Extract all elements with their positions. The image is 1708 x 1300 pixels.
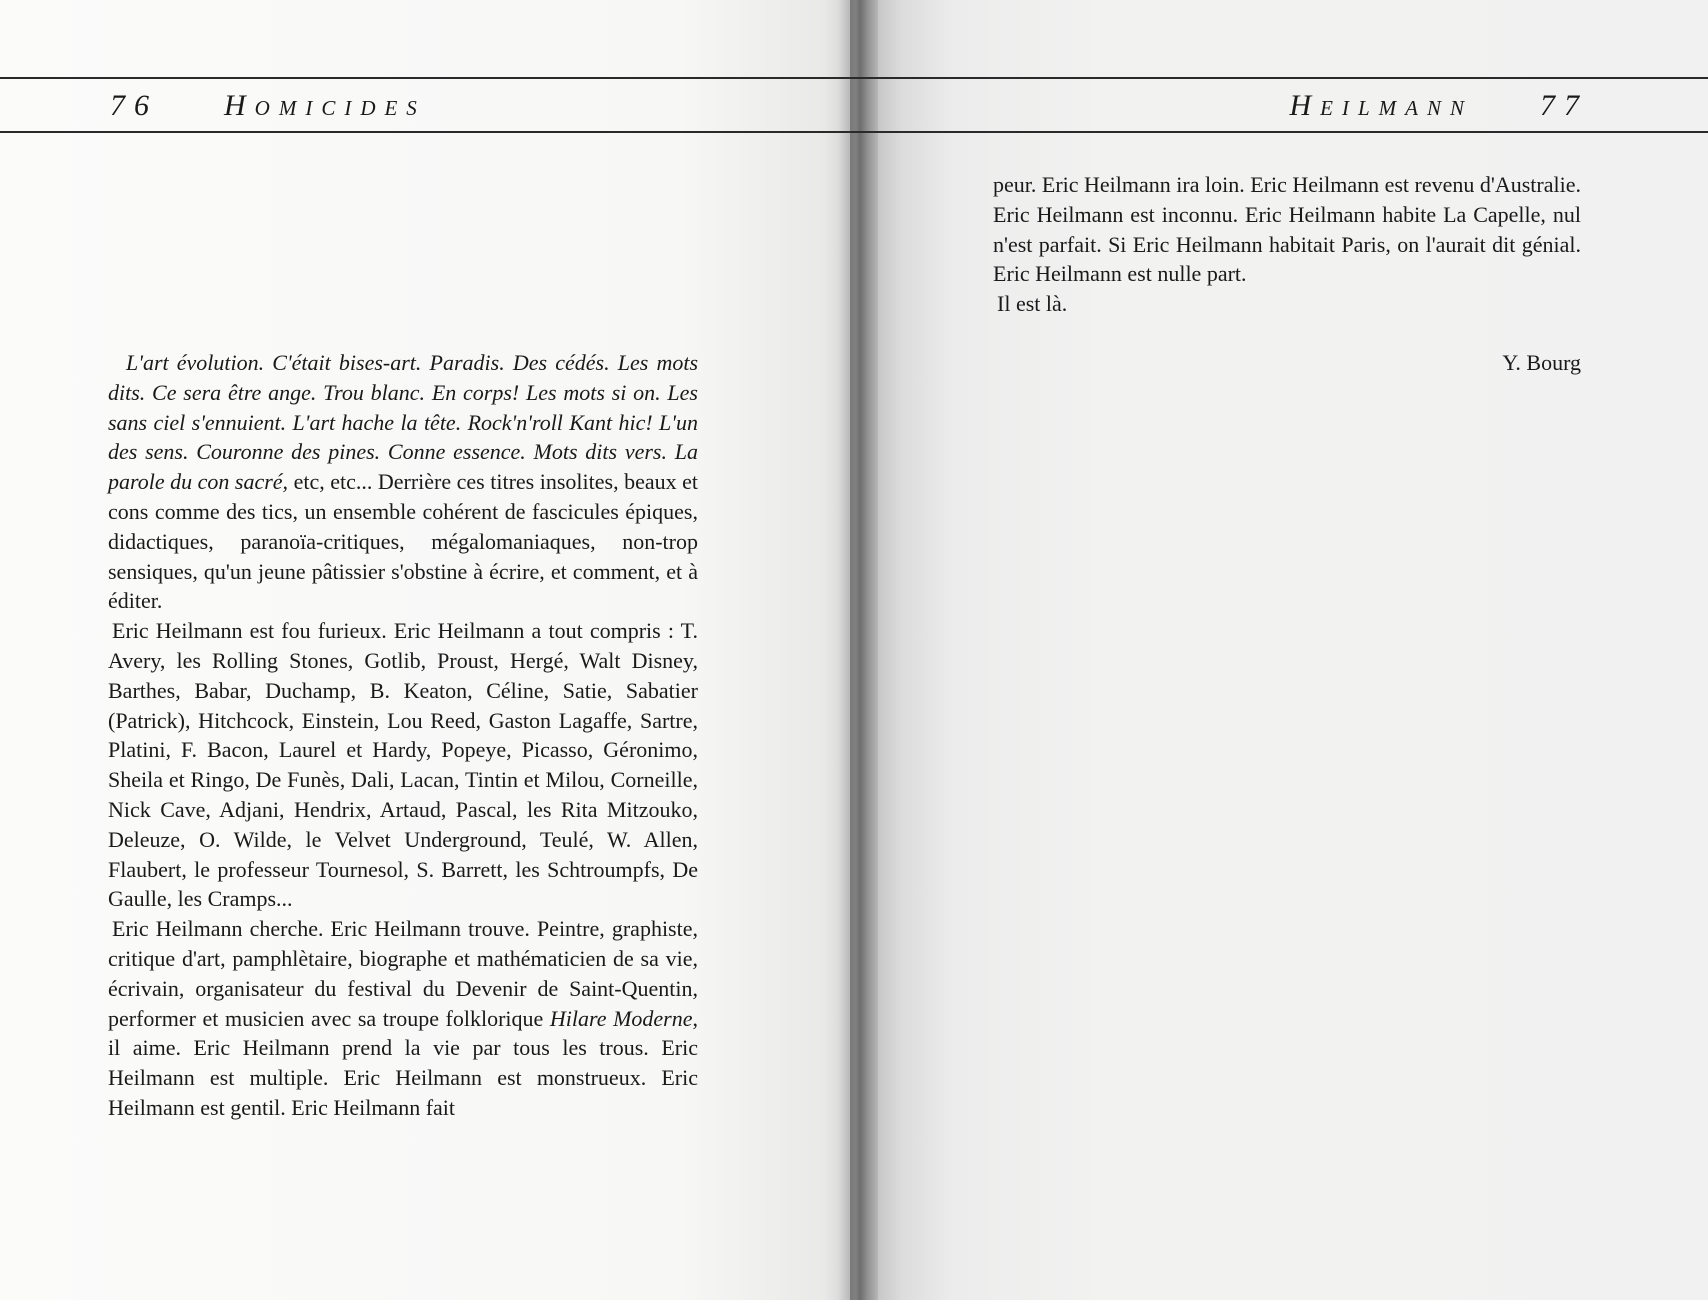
- left-page-number: 76: [110, 89, 158, 122]
- paragraph-3-end: , il aime. Eric Heilmann prend la vie par tous les trous. Eric Heilmann est multiple. Eric Heilmann est monstrueux. Eric Heilmann est gentil. Eric Heilmann fait: [108, 1005, 698, 1120]
- paragraph-3-start: Eric Heilmann cherche. Eric Heilmann trouve. Peintre, graphiste, critique d'art, pamphlètaire, biographe et mathématicien de sa vie, écrivain, organisateur du festival du Devenir de Saint-Quentin, performer et musicien avec sa troupe folklorique: [108, 916, 698, 1031]
- right-paragraph-1: peur. Eric Heilmann ira loin. Eric Heilmann est revenu d'Australie. Eric Heilmann est inconnu. Eric Heilmann habite La Capelle, nul n'est parfait. Si Eric Heilmann habitait Paris, on l'aurait dit génial. Eric Heilmann est nulle part.: [993, 172, 1581, 287]
- troupe-name: Hilare Moderne: [549, 1005, 693, 1031]
- right-page-number: 77: [1540, 89, 1588, 122]
- left-paragraph-3: [108, 914, 698, 1123]
- right-paragraph-2: Il est là.: [997, 291, 1068, 317]
- left-running-title: Homicides: [224, 89, 426, 122]
- left-running-head: [0, 88, 700, 124]
- header-rule-bottom: [0, 131, 1708, 133]
- paragraph-1-rest: etc, etc... Derrière ces titres insolites, beaux et cons comme des tics, un ensemble cohérent de fascicules épiques, didactiques, paranoïa-critiques, mégalomaniaques, non-trop sensiques, qu'un jeune pâtissier s'obstine à écrire, et comment, et à éditer.: [108, 469, 698, 614]
- right-running-head: [1200, 88, 1588, 124]
- left-paragraph-1: [108, 348, 698, 616]
- right-body-text: [993, 170, 1581, 319]
- author-signature: Y. Bourg: [1502, 350, 1581, 375]
- book-gutter: [838, 0, 878, 1300]
- right-running-title: Heilmann: [1289, 89, 1473, 122]
- header-rule-top: [0, 77, 1708, 79]
- left-paragraph-2: Eric Heilmann est fou furieux. Eric Heilmann a tout compris : T. Avery, les Rolling Stones, Gotlib, Proust, Hergé, Walt Disney, Barthes, Babar, Duchamp, B. Keaton, Céline, Satie, Sabatier (Patrick), Hitchcock, Einstein, Lou Reed, Gaston Lagaffe, Sartre, Platini, F. Bacon, Laurel et Hardy, Popeye, Picasso, Géronimo, Sheila et Ringo, De Funès, Dali, Lacan, Tintin et Milou, Corneille, Nick Cave, Adjani, Hendrix, Artaud, Pascal, les Rita Mitzouko, Deleuze, O. Wilde, le Velvet Underground, Teulé, W. Allen, Flaubert, le professeur Tournesol, S. Barrett, les Schtroumpfs, De Gaulle, les Cramps...: [108, 618, 698, 912]
- left-body-text: [108, 348, 698, 1123]
- italic-title-list: L'art évolution. C'était bises-art. Paradis. Des cédés. Les mots dits. Ce sera être ange. Trou blanc. En corps! Les mots si on. Les sans ciel s'ennuient. L'art hache la tête. Rock'n'roll Kant hic! L'un des sens. Couronne des pines. Conne essence. Mots dits vers. La parole du con sacré,: [108, 350, 698, 495]
